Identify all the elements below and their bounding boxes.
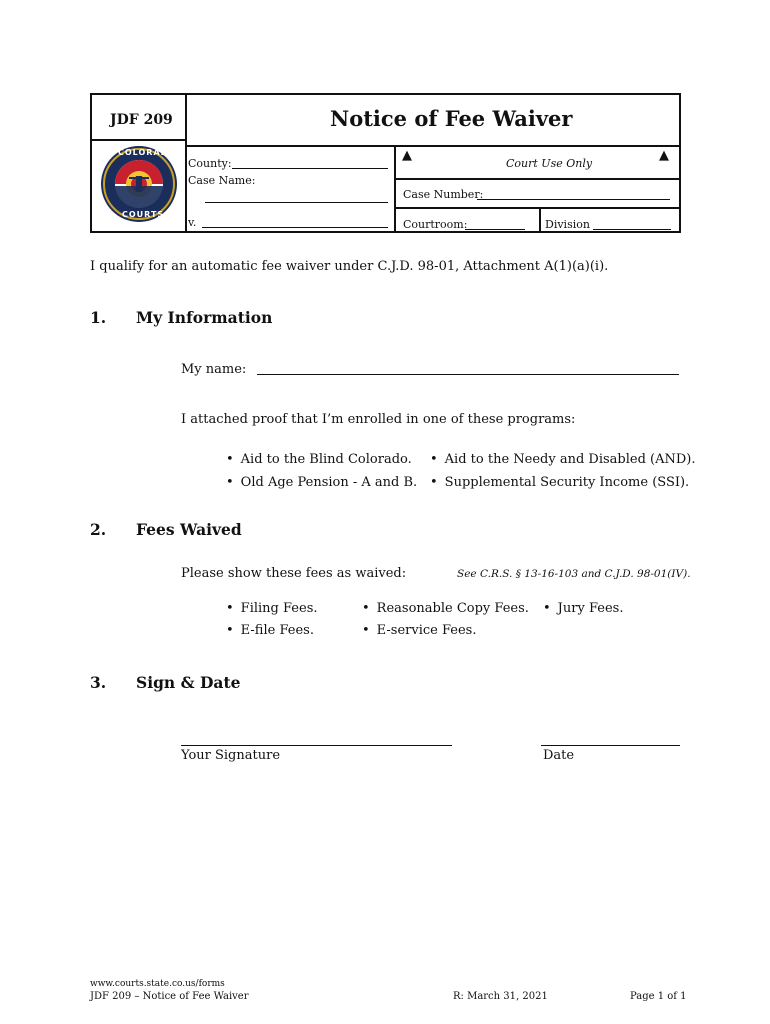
seal-top-text: COLORADO (118, 148, 177, 157)
date-label: Date (543, 748, 575, 763)
my-name-label: My name: (181, 362, 247, 377)
case-number-field[interactable] (477, 199, 670, 200)
versus-field[interactable] (202, 227, 388, 228)
fees-label: Please show these fees as waived: (181, 566, 407, 581)
courtroom-field[interactable] (465, 229, 525, 230)
program-item: • Aid to the Blind Colorado. (226, 452, 412, 467)
fee-item: • E-service Fees. (362, 623, 476, 638)
footer-revision: R: March 31, 2021 (453, 991, 548, 1002)
arrow-up-icon: ▲ (659, 148, 669, 163)
date-field[interactable] (541, 745, 680, 746)
footer-url: www.courts.state.co.us/forms (90, 979, 225, 989)
form-number: JDF 209 (110, 112, 173, 128)
footer-form-name: JDF 209 – Notice of Fee Waiver (90, 991, 249, 1002)
signature-field[interactable] (181, 745, 452, 746)
case-name-label: Case Name: (188, 174, 256, 187)
section2-number: 2. (90, 520, 107, 539)
arrow-up-icon: ▲ (402, 148, 412, 163)
section3-title: Sign & Date (136, 673, 241, 692)
fee-item: • E-file Fees. (226, 623, 314, 638)
case-name-field[interactable] (205, 202, 388, 203)
programs-label: I attached proof that I’m enrolled in one of these programs: (181, 412, 576, 427)
county-field[interactable] (232, 168, 388, 169)
court-use-only-label: Court Use Only (506, 157, 593, 170)
signature-label: Your Signature (181, 748, 281, 763)
fee-item: • Filing Fees. (226, 601, 318, 616)
section1-title: My Information (136, 308, 273, 327)
seal-bottom-text: COURTS (122, 210, 165, 219)
intro-statement: I qualify for an automatic fee waiver under C.J.D. 98-01, Attachment A(1)(a)(i). (90, 259, 609, 274)
fee-item: • Reasonable Copy Fees. (362, 601, 529, 616)
footer-page: Page 1 of 1 (630, 991, 687, 1002)
case-number-label: Case Number: (403, 188, 484, 201)
section2-title: Fees Waived (136, 520, 242, 539)
courtroom-label: Courtroom: (403, 218, 468, 231)
citation: See C.R.S. § 13-16-103 and C.J.D. 98-01(IV). (457, 568, 691, 580)
fee-item: • Jury Fees. (543, 601, 623, 616)
division-label: Division (545, 218, 590, 231)
section3-number: 3. (90, 673, 107, 692)
program-item: • Old Age Pension - A and B. (226, 475, 417, 490)
division-field[interactable] (593, 229, 671, 230)
versus-label: v. (188, 216, 197, 229)
program-item: • Supplemental Security Income (SSI). (430, 475, 689, 490)
program-item: • Aid to the Needy and Disabled (AND). (430, 452, 696, 467)
county-label: County: (188, 157, 232, 170)
section1-number: 1. (90, 308, 107, 327)
my-name-field[interactable] (257, 374, 679, 375)
document-title: Notice of Fee Waiver (330, 106, 573, 131)
